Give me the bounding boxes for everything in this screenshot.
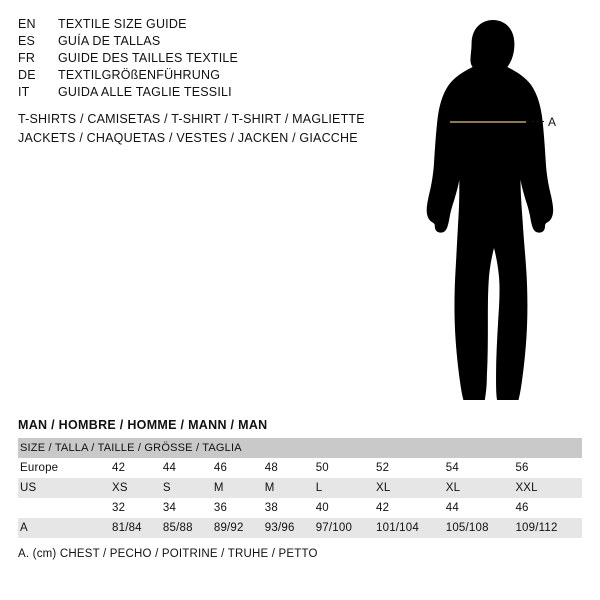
- cell: 50: [314, 458, 374, 478]
- cell: 56: [513, 458, 582, 478]
- silhouette-icon: [400, 10, 600, 410]
- cell: 109/112: [513, 518, 582, 538]
- cell: 101/104: [374, 518, 444, 538]
- cell: M: [263, 478, 314, 498]
- cell: 42: [110, 458, 161, 478]
- legend-language-text: GUIDA ALLE TAGLIE TESSILI: [58, 85, 232, 99]
- cell: 89/92: [212, 518, 263, 538]
- legend-row: [18, 33, 378, 50]
- table-row: [18, 518, 582, 538]
- cell: 34: [161, 498, 212, 518]
- measure-label-a: A: [548, 115, 557, 129]
- cell: XXL: [513, 478, 582, 498]
- cell: M: [212, 478, 263, 498]
- legend-row: [18, 84, 378, 101]
- cell: 93/96: [263, 518, 314, 538]
- cell: 32: [110, 498, 161, 518]
- legend-language-code: ES: [18, 34, 36, 48]
- legend-language-code: DE: [18, 68, 36, 82]
- male-silhouette-figure: [400, 10, 600, 410]
- size-table: [18, 438, 582, 538]
- row-label: Europe: [18, 458, 110, 478]
- cell: 46: [212, 458, 263, 478]
- table-header-row: [18, 438, 582, 458]
- legend-language-text: TEXTILGRÖßENFÜHRUNG: [58, 68, 221, 82]
- row-label: [18, 498, 110, 518]
- cell: 54: [444, 458, 514, 478]
- cell: 48: [263, 458, 314, 478]
- cell: 40: [314, 498, 374, 518]
- cell: 38: [263, 498, 314, 518]
- cell: 105/108: [444, 518, 514, 538]
- legend-language-code: EN: [18, 17, 36, 31]
- cell: 42: [374, 498, 444, 518]
- table-row: [18, 458, 582, 478]
- table-header-label: SIZE / TALLA / TAILLE / GRÖSSE / TAGLIA: [18, 438, 582, 458]
- cell: XL: [374, 478, 444, 498]
- cell: 52: [374, 458, 444, 478]
- table-row: [18, 478, 582, 498]
- row-label: US: [18, 478, 110, 498]
- table-row: [18, 498, 582, 518]
- cell: XL: [444, 478, 514, 498]
- cell: 85/88: [161, 518, 212, 538]
- size-table-section: [18, 418, 582, 538]
- cell: 36: [212, 498, 263, 518]
- cell: 44: [444, 498, 514, 518]
- cell: L: [314, 478, 374, 498]
- legend-language-text: GUIDE DES TAILLES TEXTILE: [58, 51, 239, 65]
- cell: 97/100: [314, 518, 374, 538]
- language-legend: [18, 16, 378, 101]
- table-title: MAN / HOMBRE / HOMME / MANN / MAN: [18, 418, 268, 432]
- measure-leader-line: [526, 121, 544, 122]
- cell: 81/84: [110, 518, 161, 538]
- row-label: A: [18, 518, 110, 538]
- cell: XS: [110, 478, 161, 498]
- legend-row: [18, 67, 378, 84]
- cell: S: [161, 478, 212, 498]
- cell: 44: [161, 458, 212, 478]
- legend-language-text: GUÍA DE TALLAS: [58, 34, 161, 48]
- category-line: T-SHIRTS / CAMISETAS / T-SHIRT / T-SHIRT / MAGLIETTE: [18, 112, 365, 126]
- legend-row: [18, 16, 378, 33]
- legend-language-code: IT: [18, 85, 30, 99]
- category-line: JACKETS / CHAQUETAS / VESTES / JACKEN / GIACCHE: [18, 131, 358, 145]
- cell: 46: [513, 498, 582, 518]
- legend-language-text: TEXTILE SIZE GUIDE: [58, 17, 187, 31]
- garment-categories: [18, 110, 418, 148]
- legend-language-code: FR: [18, 51, 36, 65]
- legend-row: [18, 50, 378, 67]
- table-footnote: A. (cm) CHEST / PECHO / POITRINE / TRUHE / PETTO: [18, 548, 318, 560]
